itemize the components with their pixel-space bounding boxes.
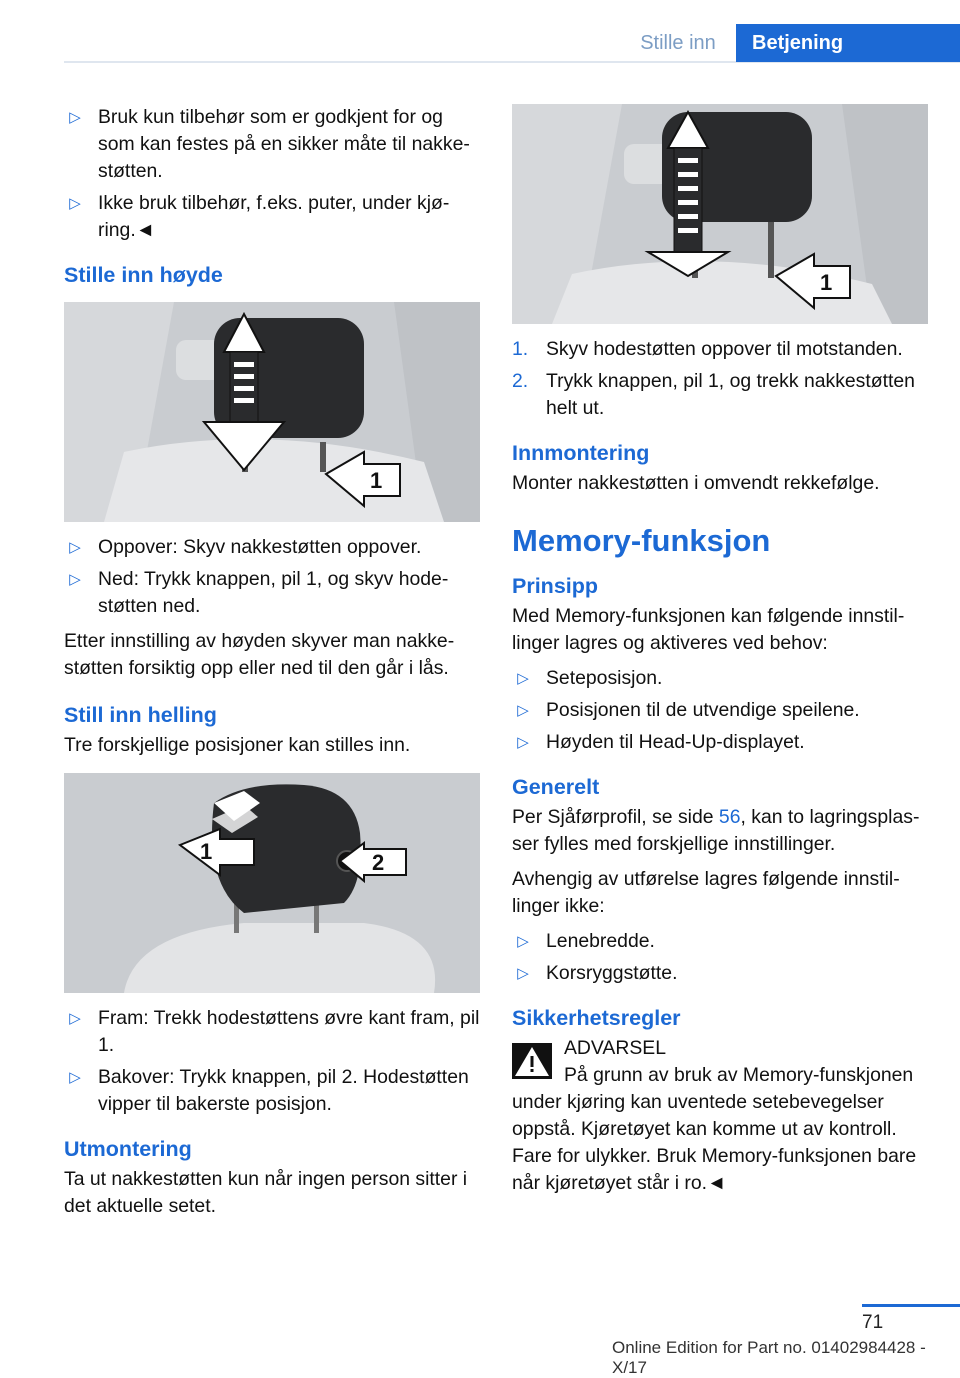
warning-title: ADVARSEL [564,1037,667,1059]
height-note: Etter innstilling av høyden skyver man nakkestøtten forsiktig opp eller ned til den går i lås. [64,630,455,679]
headrest-height-figure [64,302,480,522]
callout-1: 1 [820,270,833,295]
list-item: ▷ Ikke bruk tilbehør, f.eks. puter, under kjøring.◄ [64,190,482,244]
left-column [64,104,482,1228]
height-heading: Stille inn høyde [64,263,223,287]
principle-list [512,665,930,756]
list-item: ▷ Høyden til Head-Up-displayet. [512,729,930,756]
footer-rule [862,1304,960,1307]
callout-2: 2 [372,850,385,875]
bullet-triangle-icon: ▷ [69,1069,81,1086]
callout-1: 1 [370,468,383,493]
list-item: 2. Trykk knappen, pil 1, og trekk nakkestøtten helt ut. [512,370,915,419]
general-text-2: Avhengig av utførelse lagres følgende innstillinger ikke: [512,868,900,917]
removal-heading: Utmontering [64,1137,192,1161]
list-item: ▷ Ned: Trykk knappen, pil 1, og skyv hodestøtten ned. [64,566,482,620]
right-column [512,104,930,1205]
callout-1: 1 [200,839,213,864]
general-text: Per Sjåførprofil, se side 56, kan to lagringsplasser fylles med forskjellige innstillinger. [512,806,920,855]
section-tab[interactable]: Stille inn [640,32,716,54]
principle-heading: Prinsipp [512,574,599,598]
headrest-removal-figure [512,104,928,324]
warning-box [512,1035,930,1062]
list-item: ▷ Oppover: Skyv nakkestøtten oppover. [64,534,482,561]
list-item: ▷ Posisjonen til de utvendige speilene. [512,697,930,724]
bullet-triangle-icon: ▷ [69,1010,81,1027]
memory-heading: Memory-funksjon [512,523,771,558]
list-item: ▷ Lenebredde. [512,928,930,955]
intro-list [64,104,482,244]
tilt-heading: Still inn helling [64,703,217,727]
principle-text: Med Memory-funksjonen kan følgende innstillinger lagres og aktiveres ved behov: [512,605,905,654]
chapter-tab[interactable]: Betjening [736,24,960,62]
general-heading: Generelt [512,775,600,799]
warning-triangle-icon [512,1043,552,1079]
bullet-triangle-icon: ▷ [517,734,529,751]
bullet-triangle-icon: ▷ [69,109,81,126]
bullet-triangle-icon: ▷ [517,933,529,950]
removal-text: Ta ut nakkestøtten kun når ingen person sitter i det aktuelle setet. [64,1168,468,1217]
page-link[interactable]: 56 [718,806,741,828]
bullet-triangle-icon: ▷ [517,965,529,982]
list-item: ▷ Seteposisjon. [512,665,930,692]
list-item: ▷ Bakover: Trykk knappen, pil 2. Hodestøtten vipper til bakerste posisjon. [64,1064,482,1118]
bullet-triangle-icon: ▷ [517,702,529,719]
height-list [64,534,482,620]
bullet-triangle-icon: ▷ [69,195,81,212]
list-item: ▷ Fram: Trekk hodestøttens øvre kant fram, pil 1. [64,1005,482,1059]
removal-steps [512,336,930,422]
list-item: ▷ Bruk kun tilbehør som er godkjent for og som kan festes på en sikker måte til nakkestøtten. [64,104,482,185]
bullet-triangle-icon: ▷ [69,539,81,556]
page-number: 71 [862,1312,884,1333]
install-text: Monter nakkestøtten i omvendt rekkefølge. [512,472,880,494]
list-item: ▷ Korsryggstøtte. [512,960,930,987]
safety-heading: Sikkerhetsregler [512,1006,681,1030]
general-list [512,928,930,987]
tilt-list [64,1005,482,1118]
install-heading: Innmontering [512,441,650,465]
tilt-text: Tre forskjellige posisjoner kan stilles inn. [64,734,411,756]
bullet-triangle-icon: ▷ [69,571,81,588]
list-item: 1. Skyv hodestøtten oppover til motstanden. [512,338,903,360]
warning-text: På grunn av bruk av Memory-funskjonen under kjøring kan uventede setebevegelser oppstå. Kjøretøyet kan komme ut av kontroll. Fare for ulykker. Bruk Memory-funksjonen bare når kjøretøyet står i ro.◄ [512,1064,917,1194]
headrest-tilt-figure [64,773,480,993]
edition-footer: Online Edition for Part no. 01402984428 - X/17 [612,1338,926,1377]
bullet-triangle-icon: ▷ [517,670,529,687]
